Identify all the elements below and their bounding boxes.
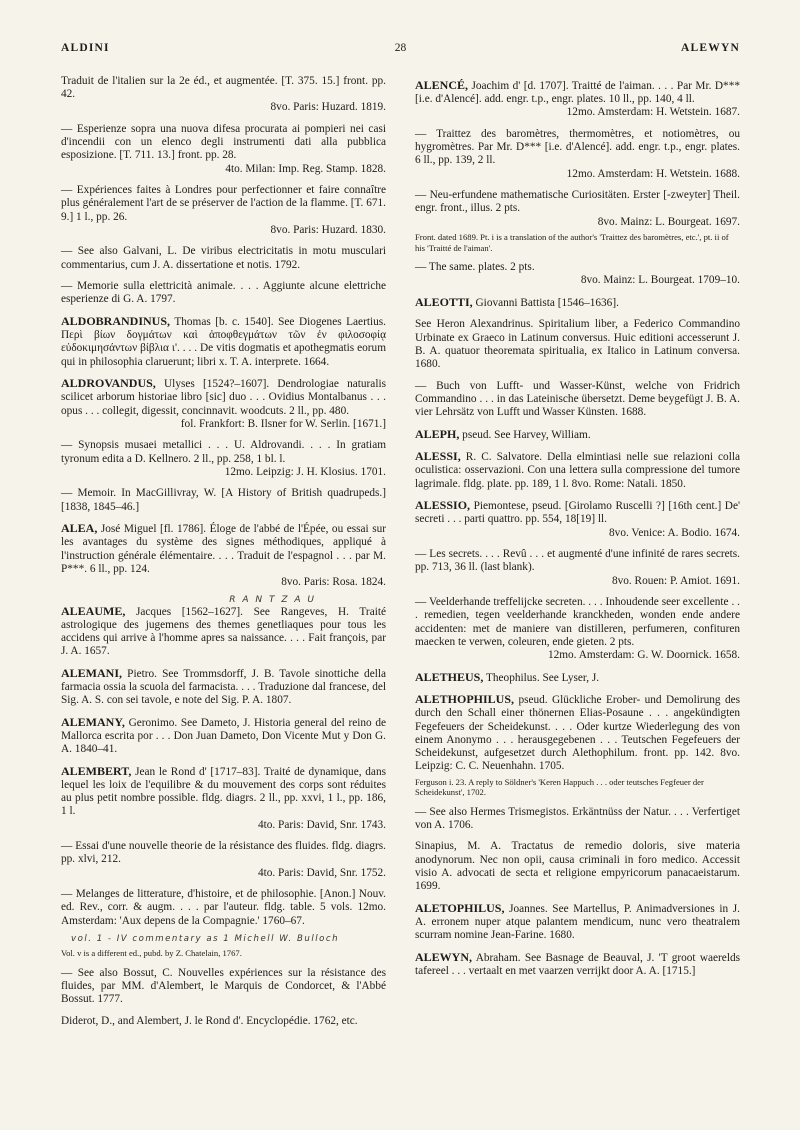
catalog-entry [415,902,740,943]
catalog-entry [61,75,386,115]
entry-note: Vol. v is a different ed., pubd. by Z. Chatelain, 1767. [61,948,242,959]
catalog-entry [61,765,386,832]
handwritten-note: vol. 1 - IV commentary as 1 Michell W. Bulloch [71,934,340,945]
catalog-entry [415,671,740,685]
catalog-entry [61,377,386,431]
entry-imprint: 8vo. Mainz: L. Bourgeat. 1709–10. [580,274,740,287]
entry-text: — See also Galvani, L. De viribus electricitatis in motu musculari commentarius, cum J. A. dissertatione et notis. 1792. [61,245,386,271]
entry-text: Joachim d' [d. 1707]. Traitté de l'aiman. . . . Par Mr. D*** [i.e. d'Alencé]. add. engr. t.p., engr. plates. 10 ll., pp. 140, 4 ll. [415,80,740,106]
entry-text: — Neu-erfundene mathematische Curiositäten. Erster [-zweyter] Theil. engr. front., illus. 2 pts. [415,189,740,215]
entry-text: pseud. See Harvey, William. [462,428,591,441]
entry-text: Jacques [1562–1627]. See Rangeves, H. Traité astrologique des jugemens des themes genetliaques pour tous les accidens qui arrive à l'homme apres sa naissance. . . . Fait françois, par J. A. 1657. [61,605,386,658]
catalog-entry [415,261,740,287]
entry-heading: ALEMANY, [61,714,125,729]
entry-imprint: 12mo. Amsterdam: 'Aux depens de la Compagnie.' 1760–67. [61,901,387,927]
catalog-entry [415,806,740,832]
entry-text: See Heron Alexandrinus. Spiritalium liber, a Federico Commandino Urbinate ex Graeco in Latinum conversus. Huic editioni accesserunt J. B. A. quatuor theoremata spiritualia, ex Italico in Latinum conversa. 1680. [415,318,740,371]
entry-text: — Veelderhande treffelijcke secreten. . . . Inhoudende seer excellente . . . remedien, tegen veelderhande kranckheden, wonden ende andere accidenten: met de maniere van distilleren, perfumeren, confituren maecken te verwen, coleuren, ende gieten. 2 pts. [415,596,740,648]
entry-text: Sinapius, M. A. Tractatus de remedio doloris, sive materia anodynorum. Nec non opii, causa criminali in foro medico. Accessit visio A. advocati de secta et religione empyricorum panacaeistarum. 1699. [415,840,740,893]
entry-imprint: 8vo. Mainz: L. Bourgeat. 1697. [597,215,740,228]
entry-imprint: 4to. Paris: David, Snr. 1752. [257,866,386,879]
entry-imprint: 12mo. Leipzig: J. H. Klosius. 1701. [224,465,386,478]
entry-heading: ALEOTTI, [415,294,473,309]
entry-text: Joannes. See Martellus, P. Animadversiones in J. A. erronem nuper atque palantem mendicum, nunc vero theatralem scurram nomine Jean-Farine. 1680. [415,902,740,942]
entry-imprint: 8vo. Venice: A. Bodio. 1674. [609,526,740,539]
entry-text: Traduit de l'italien sur la 2e éd., et augmentée. [T. 375. 15.] front. pp. 42. [61,75,386,101]
catalog-entry [415,296,740,310]
entry-heading: ALDROVANDUS, [61,376,156,391]
entry-imprint: 12mo. Amsterdam: H. Wetstein. 1688. [566,167,740,180]
entry-heading: ALEMBERT, [61,763,132,778]
catalog-entry [61,667,386,708]
catalog-entry [61,280,386,306]
entry-heading: ALESSI, [415,449,461,464]
entry-imprint: 12mo. Amsterdam: H. Wetstein. 1687. [566,106,740,119]
entry-text: — Melanges de litterature, d'histoire, et de philosophie. [Anon.] Nouv. ed. Rev., corr. & augm. . . . par l'auteur. fldg. table. 5 vols. [61,888,386,914]
catalog-entry [61,967,386,1007]
entry-heading: ALETOPHILUS, [415,900,505,915]
entry-text: R. C. Salvatore. Della elmintiasi nelle sue relazioni colla oculistica: osservazioni. Con una lettera sulla compressione del tumore lagrimale. fldg. plate. pp. 189, 1 l. [415,451,740,490]
entry-text: — Traittez des baromètres, thermomètres, et notiomètres, ou hygromètres. Par Mr. D*** [i.e. d'Alencé]. add. engr. t.p., engr. plates. 6 ll., pp. 139, 2 ll. [415,128,740,167]
entry-text: Diderot, D., and Alembert, J. le Rond d'. Encyclopédie. 1762, etc. [61,1014,358,1027]
catalog-entry [415,128,740,181]
entry-note: Ferguson i. 23. A reply to Söldner's 'Keren Happuch . . . oder teutsches Fegfeuer der Scheidekunst', 1702. [415,776,704,798]
entry-text: — Esperienze sopra una nuova difesa procurata ai pompieri nei casi d'incendii con un elenco degli instrumenti dati alla pubblica esposizione. [T. 711. 13.] front. pp. 28. [61,123,386,162]
catalog-entry [61,315,386,369]
catalog-entry [61,487,386,513]
page-header [61,42,740,58]
catalog-entry [61,1015,386,1028]
catalog-entry [415,380,740,420]
entry-text: — The same. plates. 2 pts. [415,261,535,274]
entry-text: — Les secrets. . . . Revû . . . et augmenté d'une infinité de rares secrets. pp. 713, 36 ll. (last blank). [415,548,740,574]
entry-text: — Memorie sulla elettricità animale. . . . Aggiunte alcune elettriche esperienze di G. A. 1797. [61,280,386,306]
entry-text: — Memoir. In MacGillivray, W. [A History of British quadrupeds.] [1838, 1845–46.] [61,487,386,513]
entry-text: Ulyses [1524?–1607]. Dendrologiae naturalis scilicet arborum historiae libro [sic] duo . . . Ovidius Montalbanus . . . opus . . . collegit, digessit, concinnavit. woodcuts. 2 ll., pp. 480. [61,378,386,417]
right-column [415,75,740,986]
catalog-entry [415,79,740,120]
catalog-entry [415,428,740,442]
running-head-right: ALEWYN [681,42,740,54]
entry-text: — Expériences faites à Londres pour perfectionner et faire connaître plus généralement l'art de se préserver de l'action de la flamme. [T. 671. 9.] 1 l., pp. 26. [61,184,386,223]
catalog-entry [61,596,386,659]
page-number: 28 [394,42,407,54]
catalog-entry [415,840,740,893]
entry-note: Front. dated 1689. Pt. i is a translation of the author's 'Traittez des baromètres, etc.', pt. ii of his 'Traitté de l'aiman'. [415,232,729,253]
entry-imprint: 8vo. Leipzig: C. C. Neuenhahn. 1705. [415,747,740,773]
catalog-entry [415,318,740,371]
entry-heading: ALENCÉ, [415,78,469,92]
entry-imprint: 4to. Paris: David, Snr. 1743. [257,818,386,831]
entry-text: José Miguel [fl. 1786]. Éloge de l'abbé de l'Épée, ou essai sur les avantages du système des signes méthodiques, appliqué à l'instruction générale élémentaire. . . . Traduit de l'espagnol . . . par M. P***. 6 ll., pp. 124. [61,523,386,575]
catalog-entry [61,439,386,479]
catalog-entry [415,548,740,588]
catalog-entry [415,596,740,662]
entry-imprint: 8vo. Paris: Huzard. 1830. [270,223,386,236]
entry-imprint: 12mo. Amsterdam: G. W. Doornick. 1658. [547,649,740,662]
entry-heading: ALETHEUS, [415,669,484,684]
entry-heading: ALEA, [61,521,98,536]
entry-text: Geronimo. See Dameto, J. Historia general del reino de Mallorca escrita por . . . Don Juan Dameto, Don Vicente Mut y Don G. A. 1840–41. [61,716,386,756]
entry-text: Theophilus. See Lyser, J. [485,671,600,684]
entry-text: — Buch von Lufft- und Wasser-Künst, welche von Fridrich Commandino . . . in das Lateinische übersetzt. Deme beygefügt J. B. A. vier Lehrsätz von Lufft und Wasser Künsten. 1688. [415,379,740,419]
entry-heading: ALESSIO, [415,498,471,513]
entry-text: Thomas [b. c. 1540]. See Diogenes Laertius. Περὶ βίων δογμάτων καὶ ἀποφθεγμάτων τῶν ἐν φιλοσοφίᾳ εὐδοκιμησάντων βίβλια ι'. . . . De vitis dogmatis et apothegmatis eorum qui in philosophia claruerunt; libri x. T. A. interprete. 1664. [61,316,386,368]
entry-text: Piemontese, pseud. [Girolamo Ruscelli ?] [16th cent.] De' secreti . . . parti quattro. pp. 554, 18[19] ll. [415,500,741,526]
catalog-entry [415,693,740,773]
entry-imprint: 8vo. Rome: Natali. 1850. [571,477,686,490]
entry-text: Pietro. See Trommsdorff, J. B. Tavole sinottiche della farmacia ossia la scuola del farmacista. . . . Traduzione dal francese, del Sig. A. S. con sei tavole, e note del Sig. P. A. 1807. [61,667,387,707]
left-column [61,75,386,1036]
entry-heading: ALEWYN, [415,949,473,964]
catalog-entry [61,184,386,237]
entry-heading: ALEAUME, [61,603,126,618]
entry-text: — See also Bossut, C. Nouvelles expériences sur la résistance des fluides, par MM. d'Alembert, le Marquis de Condorcet, & l'Abbé Bossut. 1777. [61,966,386,1006]
entry-imprint: 8vo. Rouen: P. Amiot. 1691. [611,574,740,587]
entry-imprint: fol. Frankfort: B. Ilsner for W. Serlin. [1671.] [180,417,386,430]
entry-heading: ALEMANI, [61,665,123,680]
catalog-entry [61,245,386,271]
catalog-entry [61,716,386,757]
entry-text: — See also Hermes Trismegistos. Erkäntnüss der Natur. . . . Verfertiget von A. 1706. [415,805,740,831]
catalog-entry [61,522,386,589]
catalog-entry [61,840,386,880]
entry-heading: ALDOBRANDINUS, [61,314,171,328]
catalog-entry [61,123,386,176]
entry-text: — Synopsis musaei metallici . . . U. Aldrovandi. . . . In gratiam tyronum edita a D. Kellnero. 2 ll., pp. 258, 1 bl. l. [61,439,386,465]
catalog-entry [61,888,386,928]
catalog-entry [415,450,740,491]
catalog-entry [415,951,740,978]
entry-text: pseud. Glückliche Erober- und Demolirung des durch den Schall einer thönernen Elias-Posaune . . . angekündigten Fegefeuers der Scheidekunst. . . . Oder kurtze Wiederlegung des von einem Anonymo . . . herausgegebenen . . . Teutschen Fegefeuers der Scheidekunst, aufgesetzet durch Alethophilum. front. pp. 142. [415,694,741,760]
entry-imprint: 8vo. Paris: Rosa. 1824. [281,576,386,589]
entry-text: Jean le Rond d' [1717–83]. Traité de dynamique, dans lequel les loix de l'equilibre & du mouvement des corps sont réduites au plus petit nombre possible. fldg. diagrs. 2 ll., pp. xxvi, 1 l., pp. 186, 1 l. [61,765,386,818]
entry-text: Abraham. See Basnage de Beauval, J. 'T groot waerelds tafereel . . . vertaalt en met vaarzen verrijkt door A. A. [1715.] [415,951,740,977]
running-head-left: ALDINI [61,42,110,54]
handwritten-annotation: R A N T Z A U [229,594,316,605]
catalog-entry [415,499,740,540]
entry-imprint: 8vo. Paris: Huzard. 1819. [270,101,386,114]
entry-text: — Essai d'une nouvelle theorie de la résistance des fluides. fldg. diagrs. pp. xlvi, 212. [61,840,386,866]
catalog-entry [415,189,740,229]
entry-heading: ALETHOPHILUS, [415,692,515,707]
entry-text: Giovanni Battista [1546–1636]. [475,296,619,309]
entry-imprint: 4to. Milan: Imp. Reg. Stamp. 1828. [225,162,386,175]
entry-heading: ALEPH, [415,426,460,441]
